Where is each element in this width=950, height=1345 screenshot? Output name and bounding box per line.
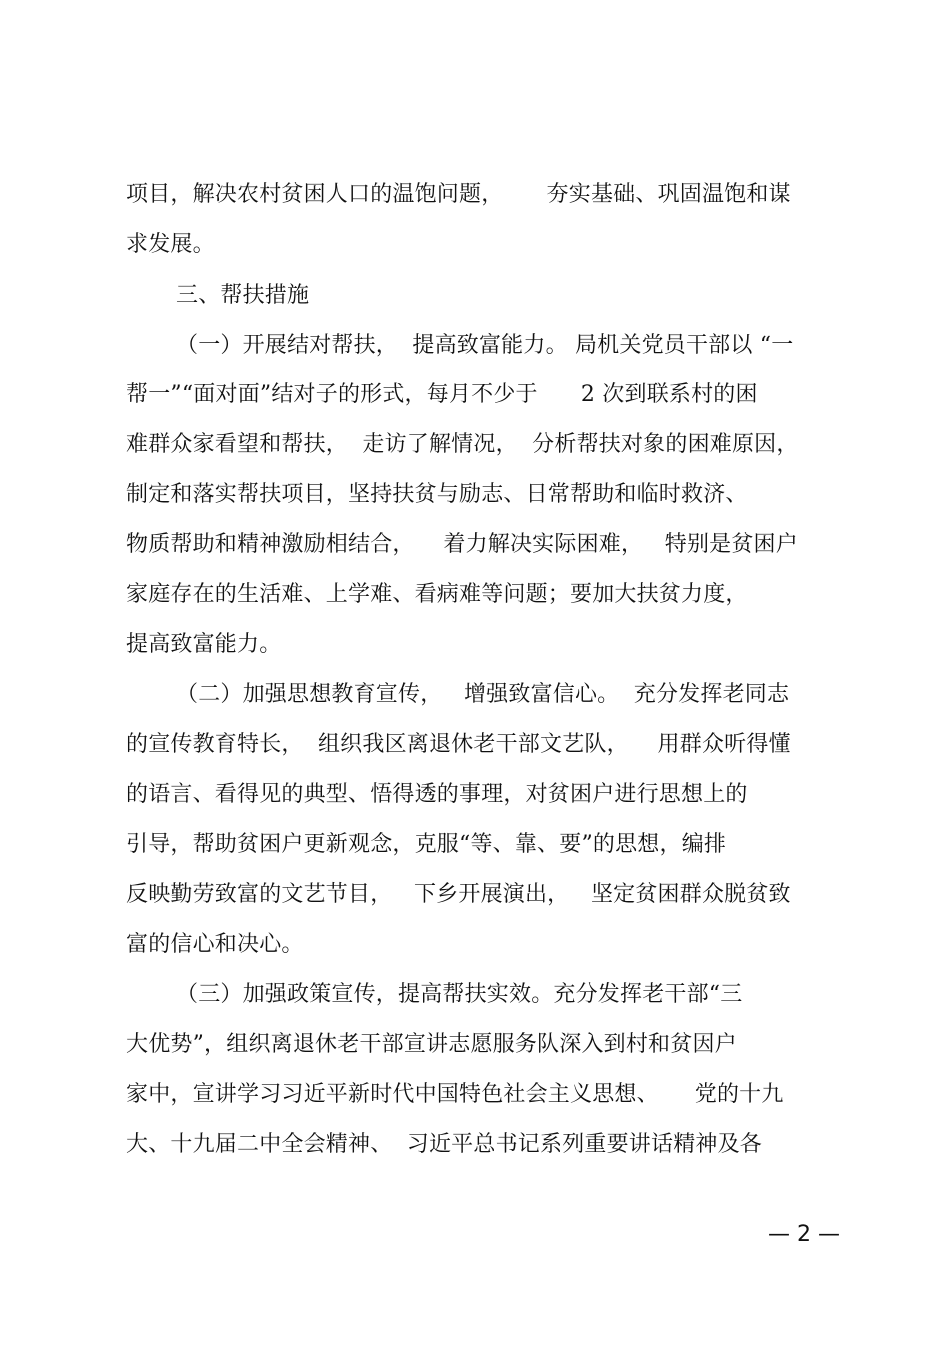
text-line: 的宣传教育特长， 组织我区离退休老干部文艺队， 用群众听得懂 [126, 732, 791, 757]
text-line: （三）加强政策宣传，提高帮扶实效。充分发挥老干部“三 [176, 982, 743, 1007]
text-line: 难群众家看望和帮扶， 走访了解情况， 分析帮扶对象的困难原因， [126, 432, 799, 457]
text-line: 反映勤劳致富的文艺节目， 下乡开展演出， 坚定贫困群众脱贫致 [126, 882, 791, 907]
text-line: 提高致富能力。 [126, 632, 282, 657]
page-number: — 2 — [768, 1222, 840, 1247]
text-line: 求发展。 [126, 232, 215, 257]
text-line: 项目，解决农村贫困人口的温饱问题， 夯实基础、巩固温饱和谋 [126, 182, 791, 207]
text-line: （二）加强思想教育宣传， 增强致富信心。 充分发挥老同志 [176, 682, 790, 707]
text-line: 帮一”“面对面”结对子的形式，每月不少于 2 次到联系村的困 [126, 382, 758, 407]
section-heading: 三、帮扶措施 [176, 283, 310, 308]
text-line: 大、十九届二中全会精神、 习近平总书记系列重要讲话精神及各 [126, 1132, 762, 1157]
text-line: 富的信心和决心。 [126, 932, 304, 957]
text-line: 引导，帮助贫困户更新观念，克服“等、靠、要”的思想，编排 [126, 832, 727, 857]
text-line: 物质帮助和精神激励相结合， 着力解决实际困难， 特别是贫困户 [126, 532, 798, 557]
text-line: 家庭存在的生活难、上学难、看病难等问题；要加大扶贫力度， [126, 582, 748, 607]
text-line: 的语言、看得见的典型、悟得透的事理，对贫困户进行思想上的 [126, 782, 748, 807]
text-line: （一）开展结对帮扶， 提高致富能力。 局机关党员干部以 “一 [176, 333, 794, 358]
text-line: 制定和落实帮扶项目，坚持扶贫与励志、日常帮助和临时救济、 [126, 482, 748, 507]
text-line: 家中，宣讲学习习近平新时代中国特色社会主义思想、 党的十九 [126, 1082, 784, 1107]
text-line: 大优势”，组织离退休老干部宣讲志愿服务队深入到村和贫因户 [126, 1032, 737, 1057]
